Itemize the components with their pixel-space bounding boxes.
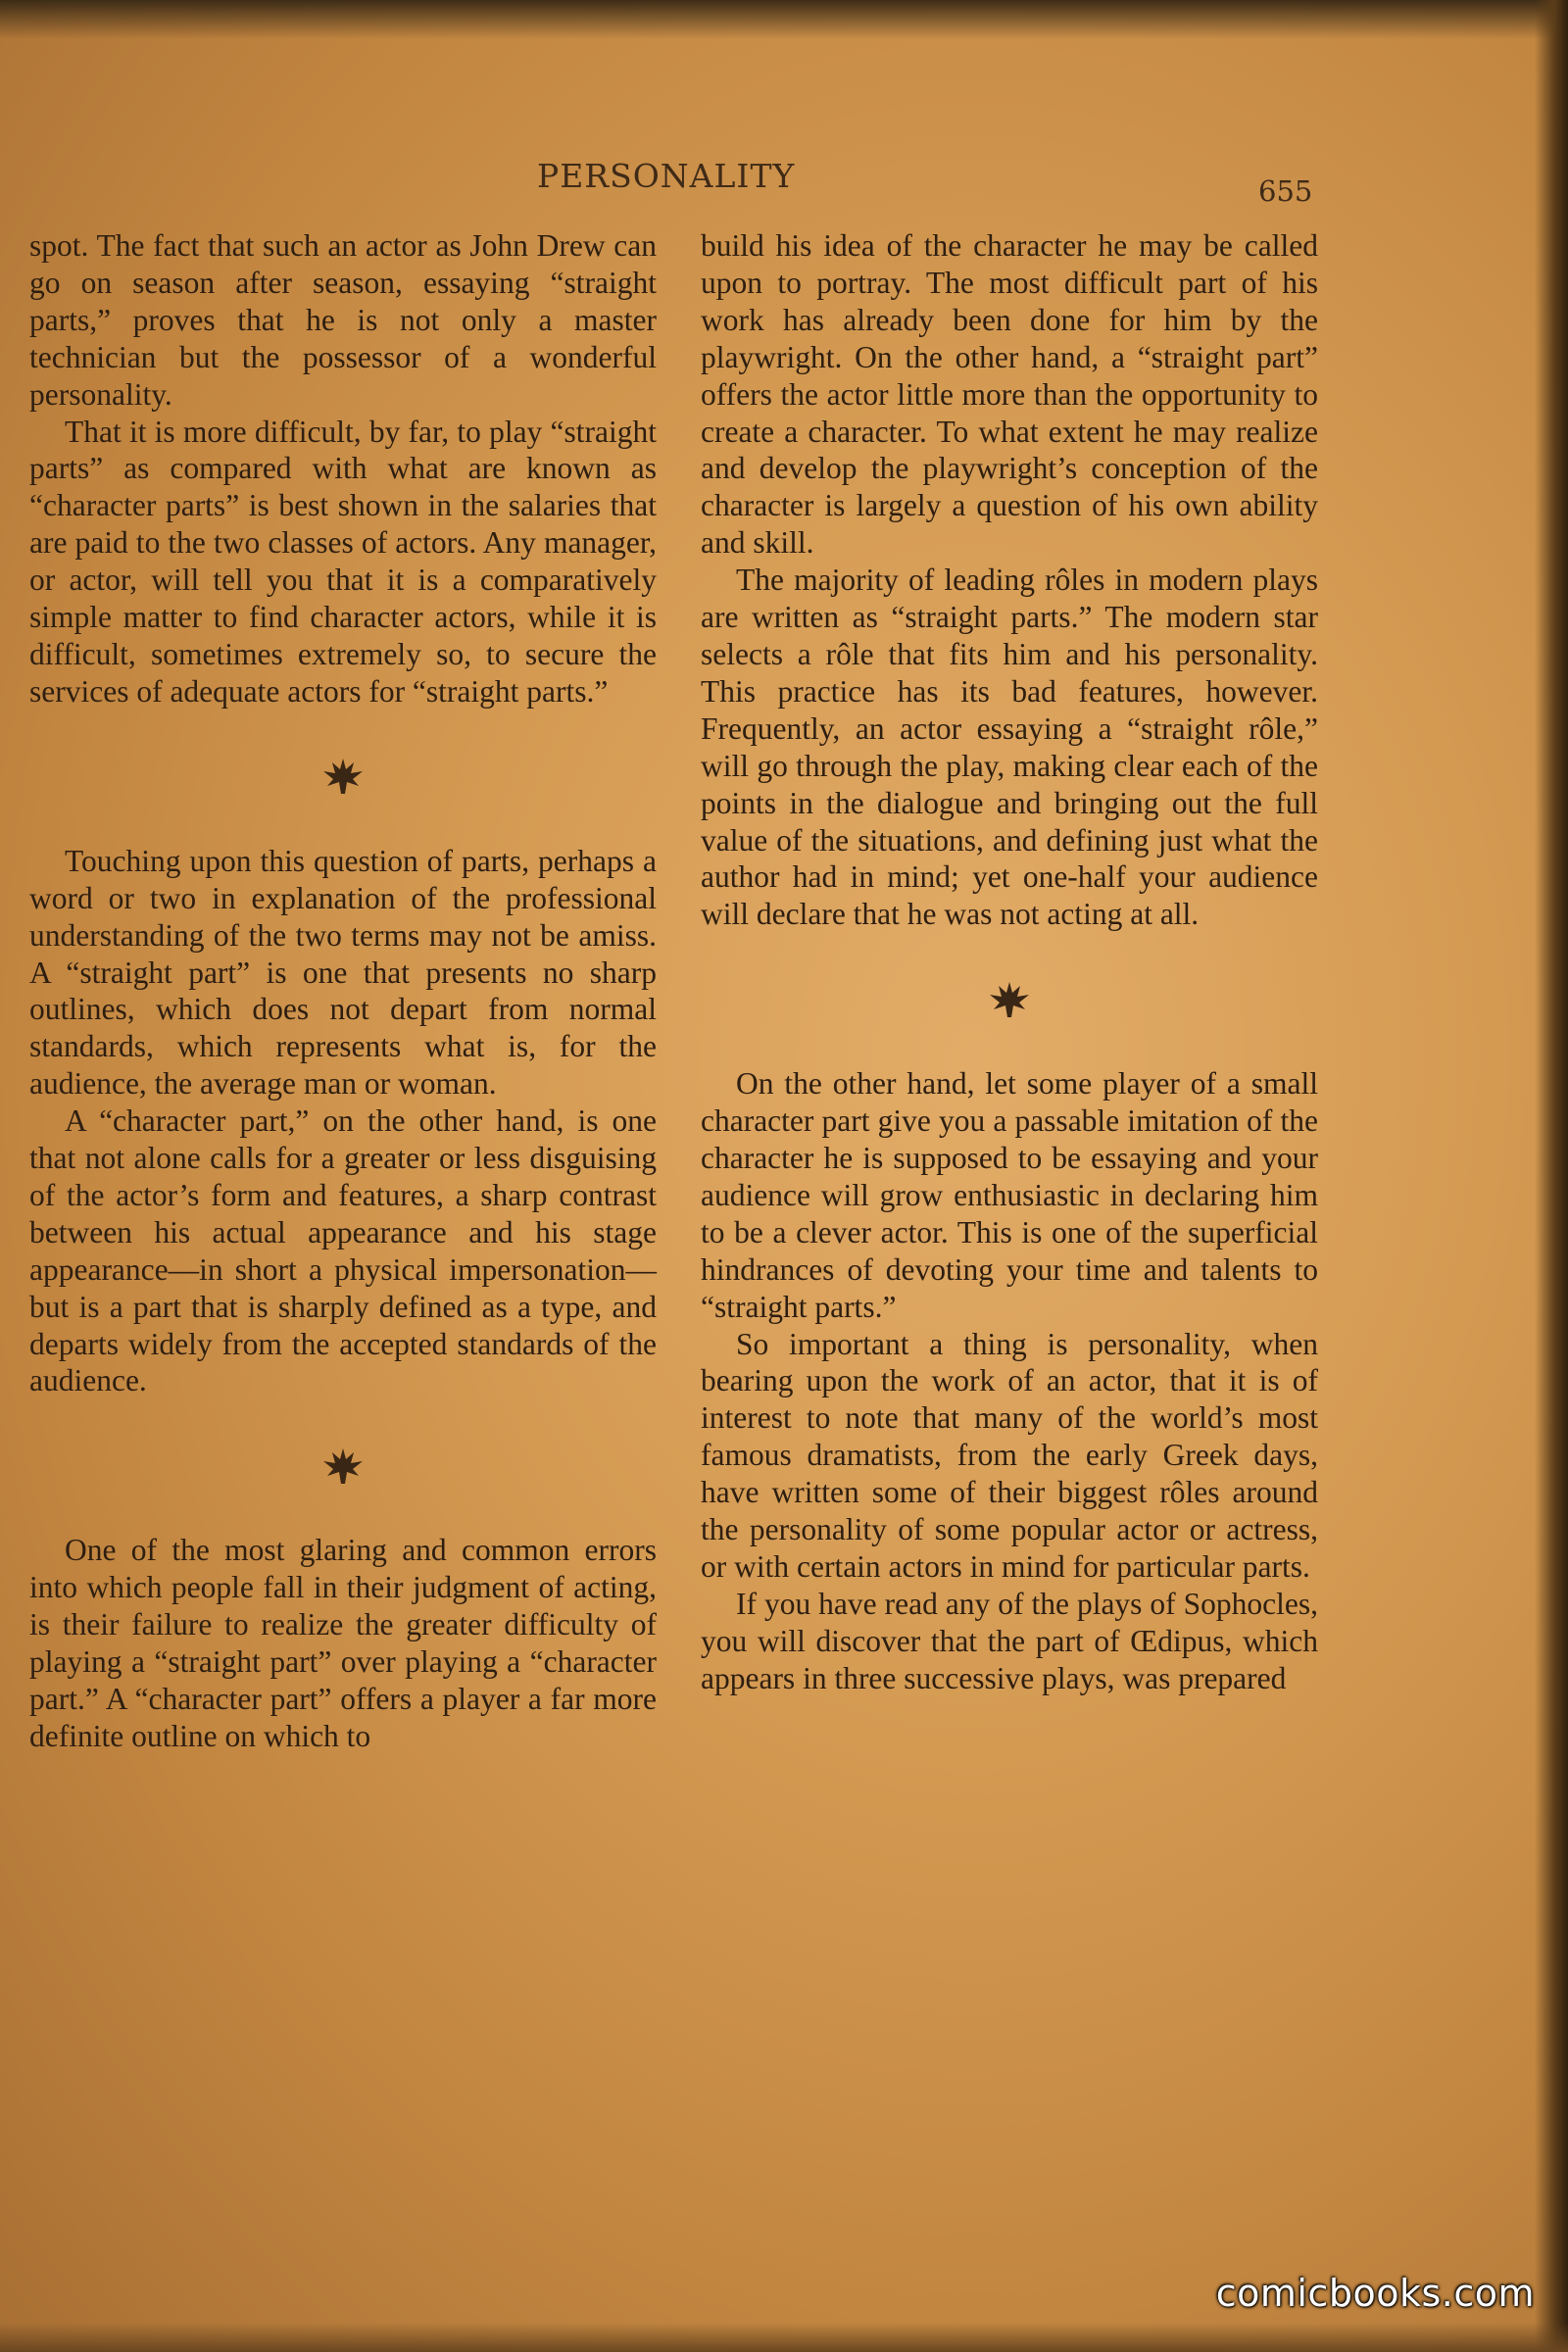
page-edge-right [1535,0,1568,2352]
right-paragraph-3: On the other hand, let some player of a small character part give you a passable imitation of the character he is supposed to be essaying and your audience will grow enthusiastic in declaring him to be a clever actor. This is one of the superficial hindrances of devoting your time and talents to “straight parts.” [701,1066,1318,1324]
right-column [701,227,1318,1697]
leaf-ornament-icon [29,1399,657,1532]
leaf-ornament-icon [29,710,657,843]
left-paragraph-2: That it is more difficult, by far, to play “straight parts” as compared with what are known as “character parts” is best shown in the salaries that are paid to the two classes of actors. Any manager, or actor, will tell you that it is a comparatively simple matter to find character actors, while it is difficult, sometimes extremely so, to secure the services of adequate actors for “straight parts.” [29,414,657,709]
right-paragraph-2: The majority of leading rôles in modern plays are written as “straight parts.” The modern star selects a rôle that fits him and his personality. This practice has its bad features, however. Frequently, an actor essaying a “straight rôle,” will go through the play, making clear each of the points in the dialogue and bringing out the full value of the situations, and defining just what the author had in mind; yet one-half your audience will declare that he was not acting at all. [701,563,1318,932]
left-paragraph-1: spot. The fact that such an actor as John Drew can go on season after season, essaying “straight parts,” proves that he is not only a master technician but the possessor of a wonderful personality. [29,228,657,412]
left-paragraph-3: Touching upon this question of parts, perhaps a word or two in explanation of the professional understanding of the two terms may not be amiss. A “straight part” is one that presents no sharp outlines, which does not depart from normal standards, which represents what is, for the audience, the average man or woman. [29,843,657,1102]
left-paragraph-4: A “character part,” on the other hand, is one that not alone calls for a greater or less disguising of the actor’s form and features, a sharp contrast between his actual appearance and his stage appearance—in short a physical impersonation—but is a part that is sharply defined as a type, and departs widely from the accepted standards of the audience. [29,1103,657,1398]
left-column [29,227,657,1755]
left-paragraph-5: One of the most glaring and common errors into which people fall in their judgment of acting, is their failure to realize the greater difficulty of playing a “straight part” over playing a “character part.” A “character part” offers a player a far more definite outline on which to [29,1533,657,1753]
right-paragraph-5: If you have read any of the plays of Sophocles, you will discover that the part of Œdipus, which appears in three successive plays, was prepared [701,1586,1318,1695]
leaf-ornament-icon [701,933,1318,1065]
running-head: PERSONALITY [537,157,796,195]
page-edge-bottom [0,2323,1568,2352]
watermark: comicbooks.com [1215,2272,1535,2315]
top-shadow [0,0,1568,39]
page-number: 655 [1258,174,1313,208]
right-paragraph-1: build his idea of the character he may be called upon to portray. The most difficult part of his work has already been done for him by the playwright. On the other hand, a “straight part” offers the actor little more than the opportunity to create a character. To what extent he may realize and develop the playwright’s conception of the character is largely a question of his own ability and skill. [701,228,1318,561]
right-paragraph-4: So important a thing is personality, when bearing upon the work of an actor, that it is of interest to note that many of the world’s most famous dramatists, from the early Greek days, have written some of their biggest rôles around the personality of some popular actor or actress, or with certain actors in mind for particular parts. [701,1326,1318,1584]
